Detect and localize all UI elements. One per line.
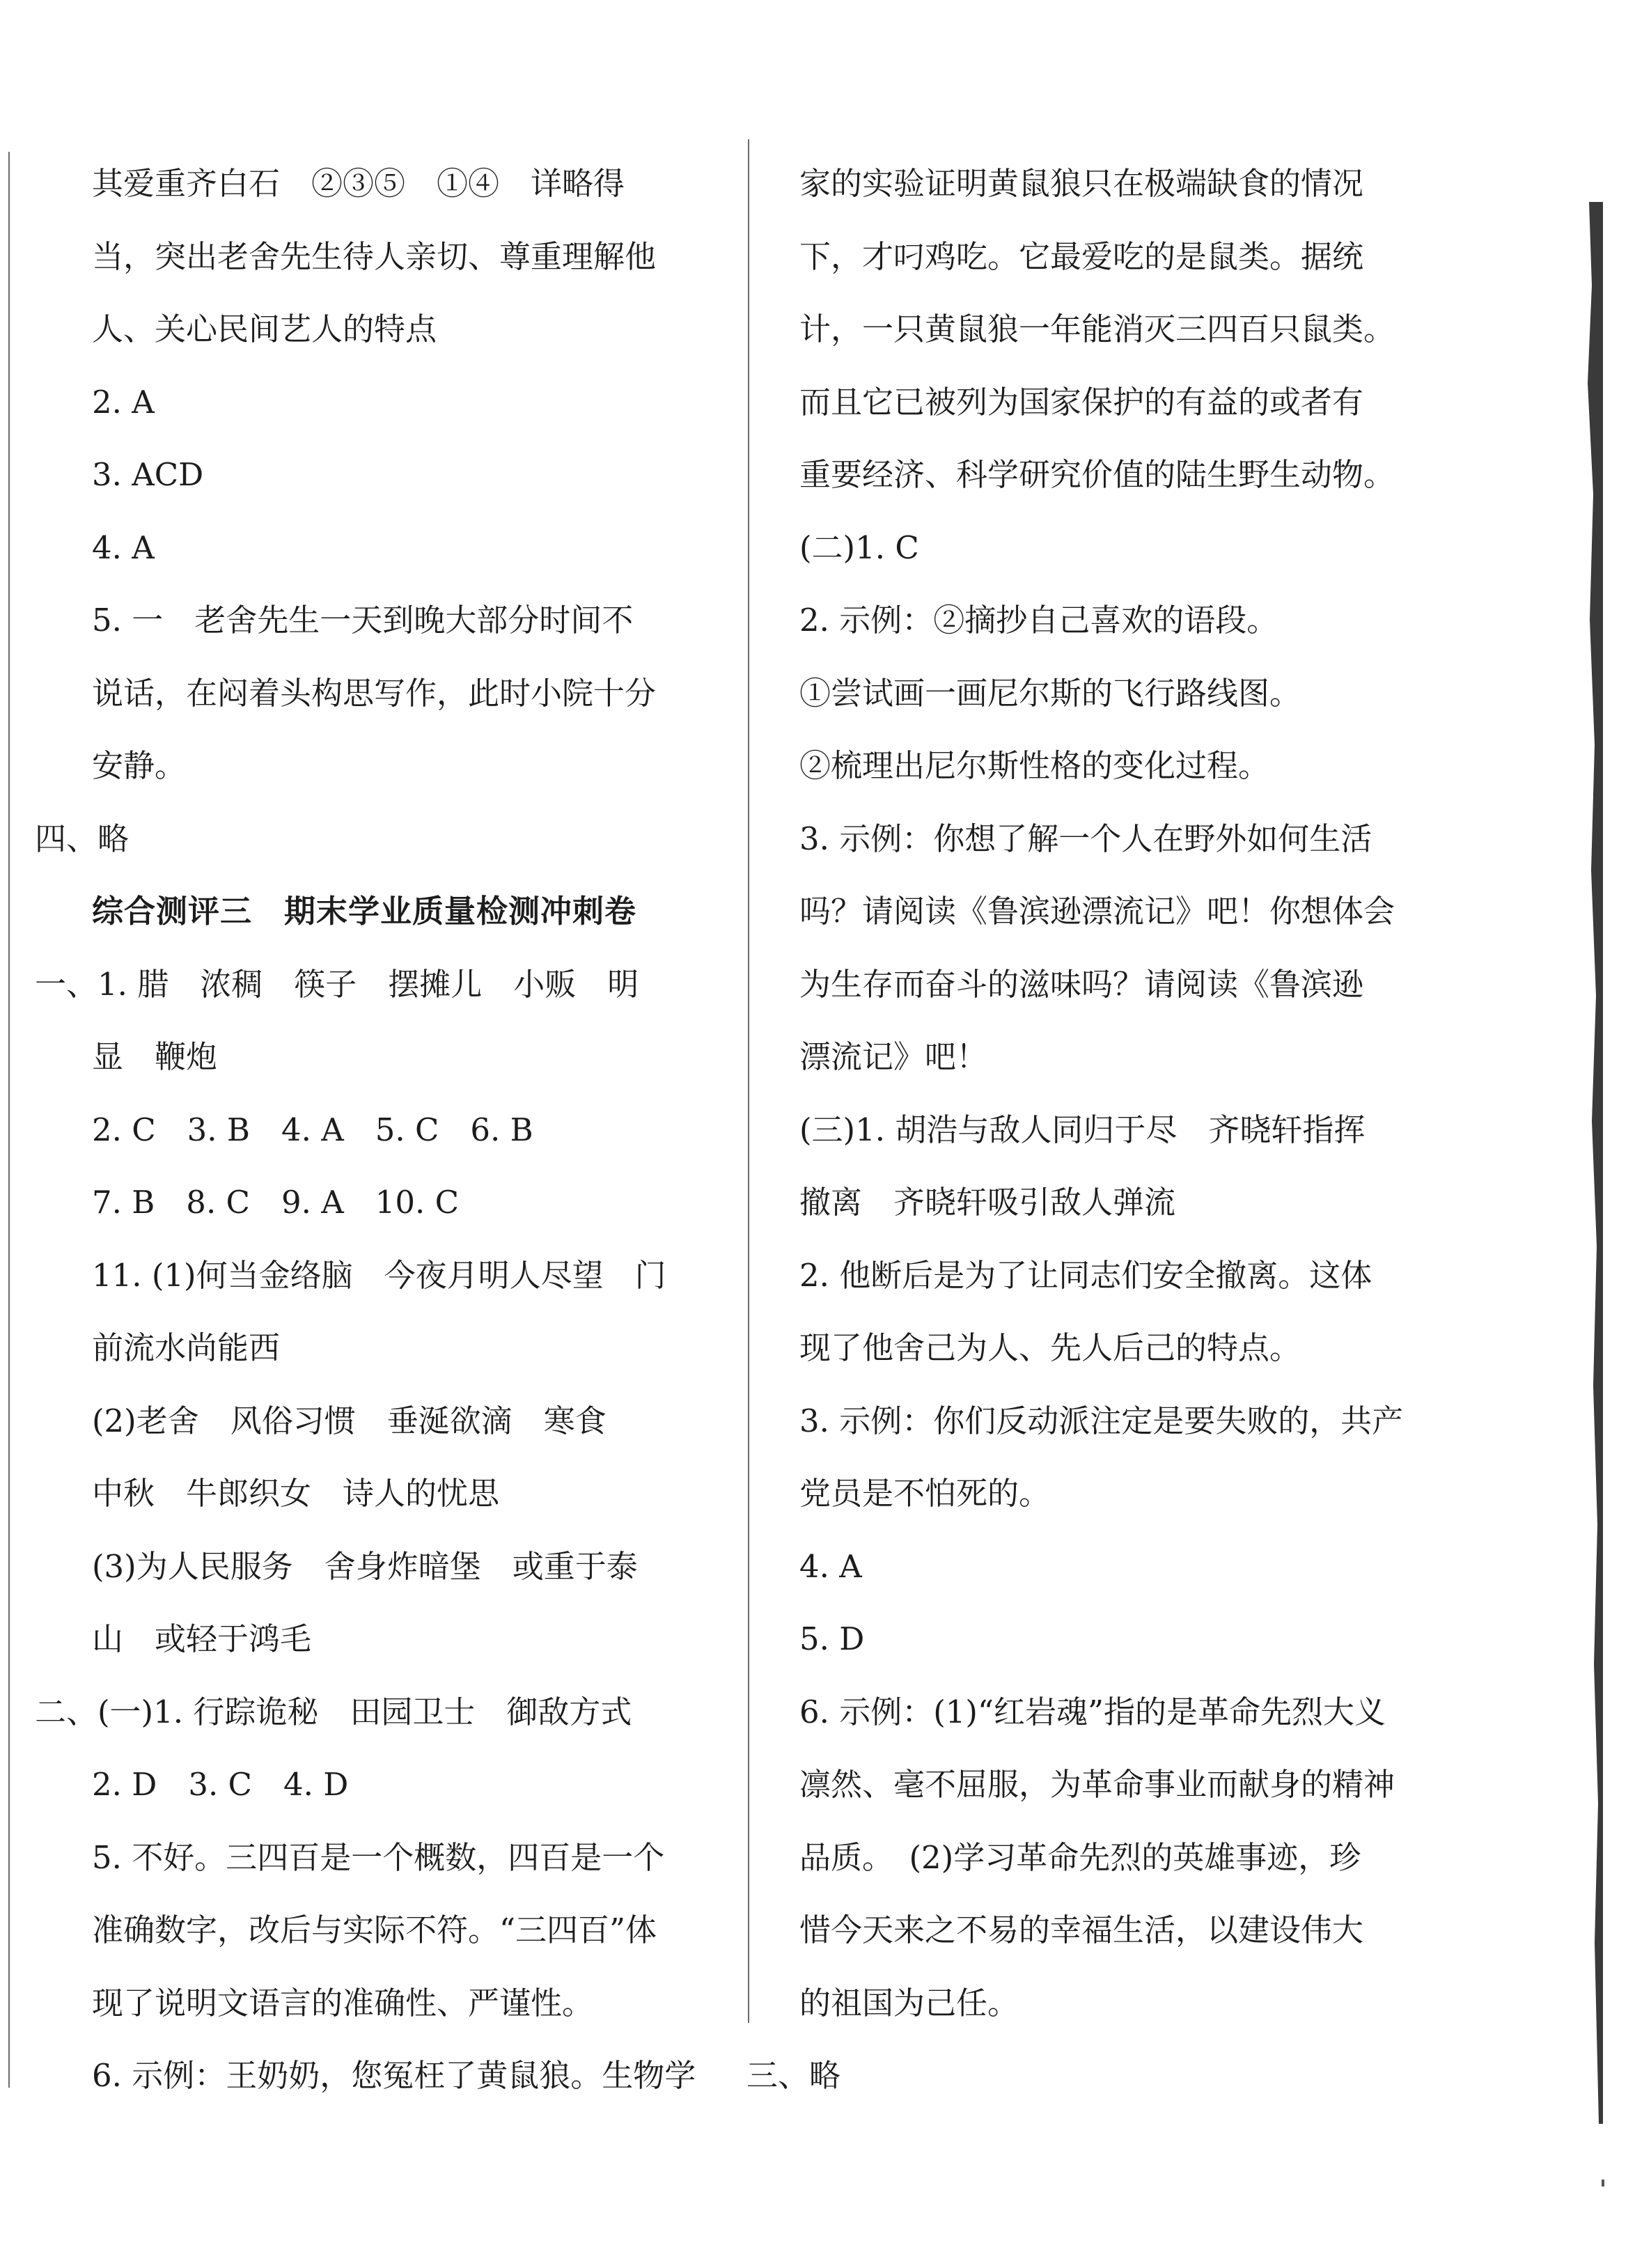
section-heading: 三、略 xyxy=(746,2057,841,2094)
text-line: ②梳理出尼尔斯性格的变化过程。 xyxy=(799,747,1270,784)
text-line: 4. A xyxy=(92,529,155,566)
text-line: 5. 一 老舍先生一天到晚大部分时间不 xyxy=(92,602,634,639)
text-line: 2. A xyxy=(92,383,155,421)
text-line: 2. D 3. C 4. D xyxy=(92,1766,349,1803)
text-line: 2. C 3. B 4. A 5. C 6. B xyxy=(92,1111,533,1148)
text-line: 显 鞭炮 xyxy=(92,1038,218,1075)
text-line: 家的实验证明黄鼠狼只在极端缺食的情况 xyxy=(799,165,1364,202)
text-line: 而且它已被列为国家保护的有益的或者有 xyxy=(799,383,1364,421)
text-line: (二)1. C xyxy=(799,529,919,566)
text-line: 山 或轻于鸿毛 xyxy=(92,1620,312,1657)
text-line: (3)为人民服务 舍身炸暗堡 或重于泰 xyxy=(92,1547,638,1585)
text-line: 2. 示例：②摘抄自己喜欢的语段。 xyxy=(799,602,1278,639)
text-line: 重要经济、科学研究价值的陆生野生动物。 xyxy=(799,456,1395,493)
text-line: 5. 不好。三四百是一个概数，四百是一个 xyxy=(92,1838,665,1876)
text-line: 现了说明文语言的准确性、严谨性。 xyxy=(92,1984,594,2021)
text-line: (2)老舍 风俗习惯 垂涎欲滴 寒食 xyxy=(92,1402,607,1439)
section-heading: 一、1. 腊 浓稠 筷子 摆摊儿 小贩 明 xyxy=(35,965,639,1003)
text-line: 7. B 8. C 9. A 10. C xyxy=(92,1184,460,1221)
text-line: 安静。 xyxy=(92,747,187,784)
text-line: 6. 示例：(1)“红岩魂”指的是革命先烈大义 xyxy=(799,1693,1386,1730)
scan-speck xyxy=(1602,2180,1604,2187)
text-line: 为生存而奋斗的滋味吗？请阅读《鲁滨逊 xyxy=(799,965,1364,1003)
text-line: 3. ACD xyxy=(92,456,204,493)
text-line: ①尝试画一画尼尔斯的飞行路线图。 xyxy=(799,674,1301,712)
text-line: 当，突出老舍先生待人亲切、尊重理解他 xyxy=(92,237,657,275)
text-line: 11. (1)何当金络脑 今夜月明人尽望 门 xyxy=(92,1256,666,1294)
section-heading: 二、(一)1. 行踪诡秘 田园卫士 御敌方式 xyxy=(35,1693,632,1730)
text-line: 5. D xyxy=(799,1620,865,1657)
text-line: 下，才叼鸡吃。它最爱吃的是鼠类。据统 xyxy=(799,237,1364,275)
text-line: 6. 示例：王奶奶，您冤枉了黄鼠狼。生物学 xyxy=(92,2057,696,2094)
right-column xyxy=(746,148,1419,2113)
text-line: 说话，在闷着头构思写作，此时小院十分 xyxy=(92,674,657,712)
text-line: 品质。 (2)学习革命先烈的英雄事迹，珍 xyxy=(799,1838,1361,1876)
text-line: 其爱重齐白石 ②③⑤ ①④ 详略得 xyxy=(92,165,625,202)
text-line: 吗？请阅读《鲁滨逊漂流记》吧！你想体会 xyxy=(799,893,1395,930)
text-line: 撤离 齐晓轩吸引敌人弹流 xyxy=(799,1184,1176,1221)
text-line: 惜今天来之不易的幸福生活，以建设伟大 xyxy=(799,1911,1364,1948)
text-line: 现了他舍己为人、先人后己的特点。 xyxy=(799,1329,1301,1366)
left-margin-rule xyxy=(8,152,10,2088)
text-line: 3. 示例：你想了解一个人在野外如何生活 xyxy=(799,820,1372,857)
exam-title: 综合测评三 期末学业质量检测冲刺卷 xyxy=(92,893,637,930)
column-divider xyxy=(748,139,749,2023)
text-line: 2. 他断后是为了让同志们安全撤离。这体 xyxy=(799,1256,1372,1294)
text-line: (三)1. 胡浩与敌人同归于尽 齐晓轩指挥 xyxy=(799,1111,1366,1148)
text-line: 凛然、毫不屈服，为革命事业而献身的精神 xyxy=(799,1766,1395,1803)
text-line: 党员是不怕死的。 xyxy=(799,1475,1051,1512)
text-line: 4. A xyxy=(799,1547,862,1585)
text-line: 人、关心民间艺人的特点 xyxy=(92,311,437,347)
text-line: 漂流记》吧！ xyxy=(799,1038,988,1075)
text-line: 3. 示例：你们反动派注定是要失败的，共产 xyxy=(799,1402,1404,1439)
text-line: 前流水尚能西 xyxy=(92,1329,281,1366)
left-column xyxy=(35,148,714,2113)
text-line: 计，一只黄鼠狼一年能消灭三四百只鼠类。 xyxy=(799,311,1395,347)
section-heading: 四、略 xyxy=(35,820,130,857)
text-line: 准确数字，改后与实际不符。“三四百”体 xyxy=(92,1911,657,1948)
text-line: 中秋 牛郎织女 诗人的忧思 xyxy=(92,1475,500,1512)
text-line: 的祖国为己任。 xyxy=(799,1984,1019,2021)
page-scan-edge xyxy=(1568,202,1603,2124)
